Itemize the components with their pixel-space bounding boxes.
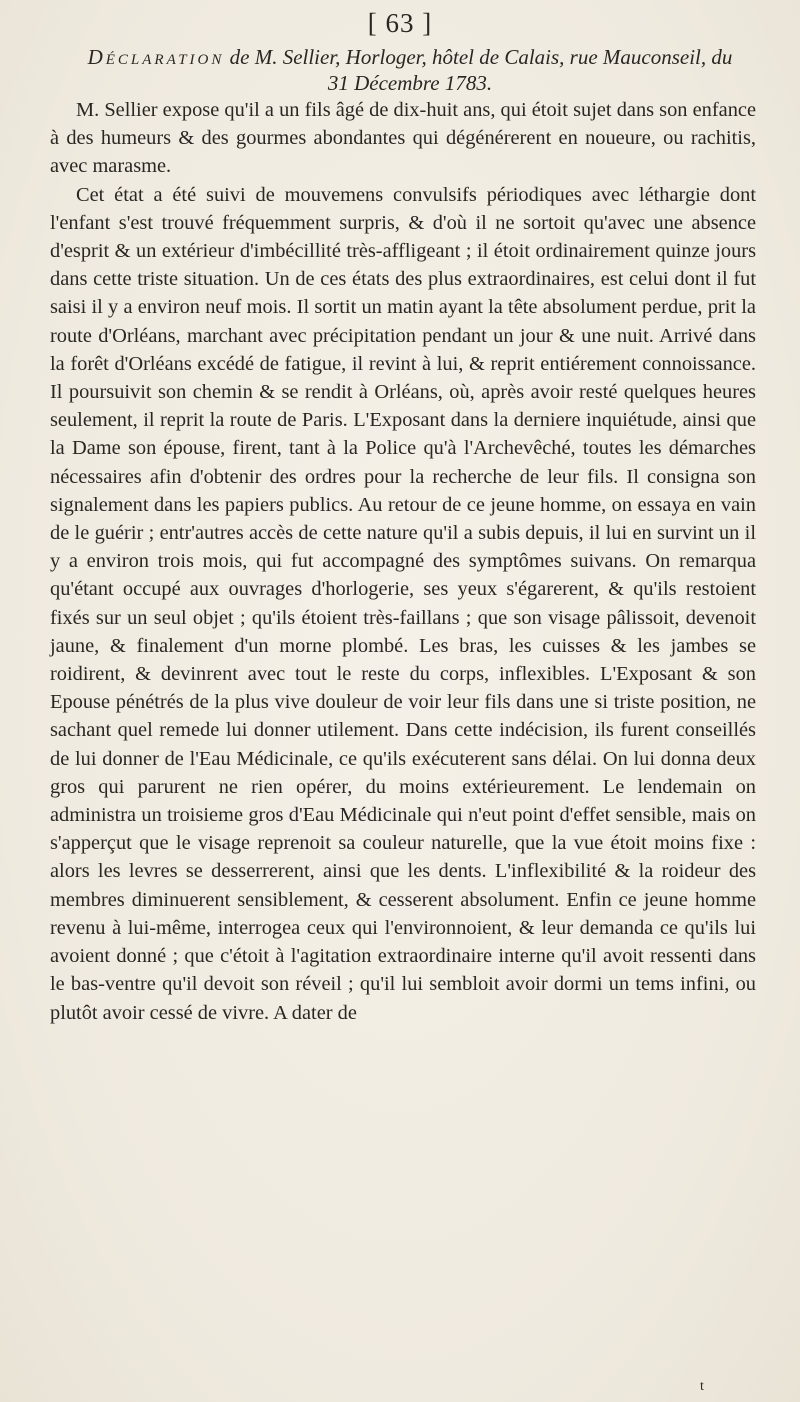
paragraph: Cet état a été suivi de mouvemens convulsifs périodiques avec léthargie dont l'enfant s'est trouvé fréquemment surpris, & d'où il ne sortoit qu'avec une absence d'esprit & un extérieur d'imbécillité très-affligeant ; il étoit ordinairement quinze jours dans cette triste situation. Un de ces états des plus extraordinaires, est celui dont il fut saisi il y a environ neuf mois. Il sortit un matin ayant la tête absolument perdue, prit la route d'Orléans, marchant avec précipitation pendant un jour & une nuit. Arrivé dans la forêt d'Orléans excédé de fatigue, il revint à lui, & reprit entiérement connoissance. Il poursuivit son chemin & se rendit à Orléans, où, après avoir resté quelques heures seulement, il reprit la route de Paris. L'Exposant dans la derniere inquiétude, ainsi que la Dame son épouse, firent, tant à la Police qu'à l'Archevêché, toutes les démarches nécessaires afin d'obtenir des ordres pour la recherche de leur fils. Il consigna son signalement dans les papiers publics. Au retour de ce jeune homme, on essaya en vain de le guérir ; entr'autres accès de cette nature qu'il a subis depuis, il lui en survint un il y a environ trois mois, qui fut accompagné des symptômes suivans. On remarqua qu'étant occupé aux ouvrages d'horlogerie, ses yeux s'égarerent, & qu'ils restoient fixés sur un seul objet ; qu'ils étoient très-faillans ; que son visage pâlissoit, devenoit jaune, & finalement d'un morne plombé. Les bras, les cuisses & les jambes se roidirent, & devinrent avec tout le reste du corps, inflexibles. L'Exposant & son Epouse pénétrés de la plus vive douleur de voir leur fils dans une si triste position, ne sachant quel remede lui donner utilement. Dans cette indécision, ils furent conseillés de lui donner de l'Eau Médicinale, ce qu'ils exécuterent sans délai. On lui donna deux gros qui parurent ne rien opérer, du moins extérieurement. Le lendemain on administra un troisieme gros d'Eau Médicinale qui n'eut point d'effet sensible, mais on s'apperçut que le visage reprenoit sa couleur naturelle, que la vue étoit moins fixe : alors les levres se desserrerent, ainsi que les dents. L'inflexibilité & la roideur des membres diminuerent sensiblement, & cesserent absolument. Enfin ce jeune homme revenu à lui-même, interrogea ceux qui l'environnoient, & leur demanda ce qu'ils lui avoient donné ; que c'étoit à l'agitation extraordinaire interne qu'il avoit ressenti dans le bas-ventre qu'il devoit son réveil ; qu'il lui sembloit avoir dormi un tems infini, ou plutôt avoir cessé de vivre. A dater de <box>50 183 756 1024</box>
page-number: [ 63 ] <box>367 8 433 38</box>
paragraph: M. Sellier expose qu'il a un fils âgé de dix-huit ans, qui étoit sujet dans son enfance à des humeurs & des gourmes abondantes qui dégénérerent en noueure, ou rachitis, avec marasme. <box>50 99 756 178</box>
heading-text: de M. Sellier, Horloger, hôtel de Calais, rue Mauconseil, du 31 Décembre 1783. <box>224 45 733 95</box>
declaration-heading <box>76 44 744 96</box>
heading-keyword: Déclaration <box>87 45 225 69</box>
catchword: t <box>700 1379 704 1394</box>
body-text <box>50 96 756 1027</box>
